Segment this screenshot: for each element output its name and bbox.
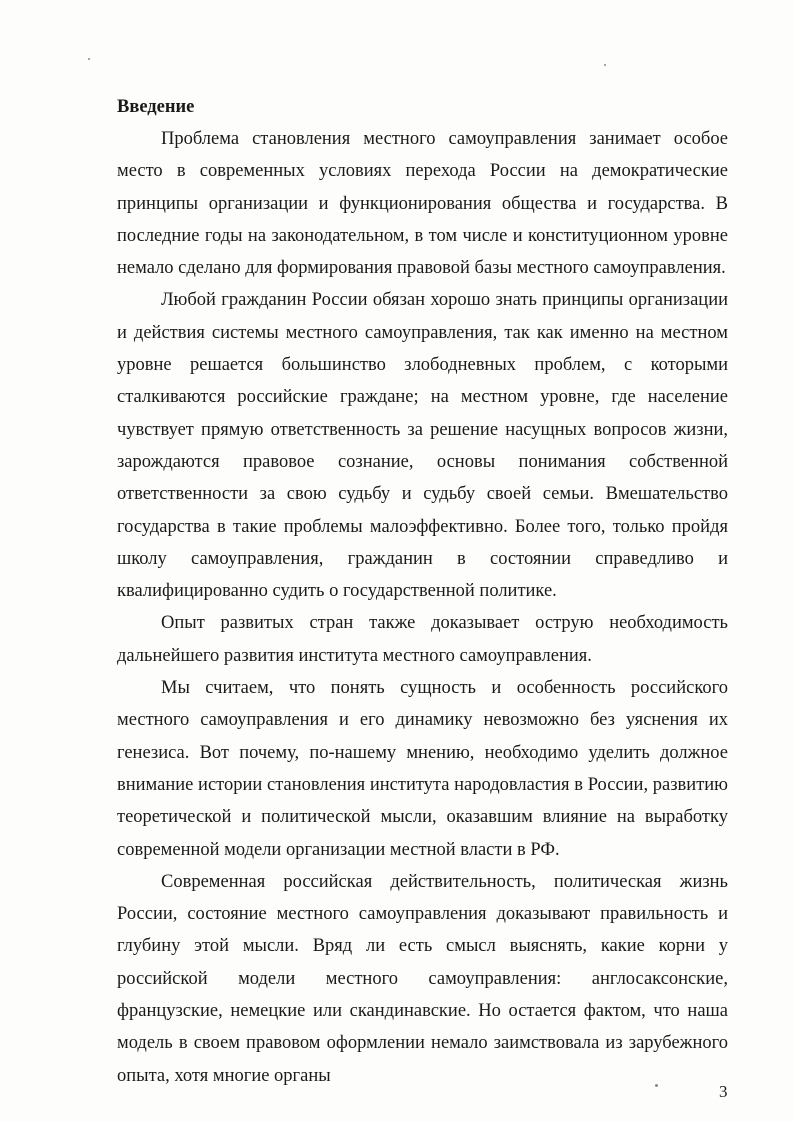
page-body (117, 92, 728, 1092)
paragraph: Современная российская действительность, политическая жизнь России, состояние местного самоуправления доказывают правильность и глубину этой мысли. Вряд ли есть смысл выяснять, какие корни у российской модели местного самоуправления: англосаксонские, французские, немецкие или скандинавские. Но остается фактом, что наша модель в своем правовом оформлении немало заимствовала из зарубежного опыта, хотя многие органы (117, 871, 728, 1086)
section-heading: Введение (117, 97, 195, 117)
paragraph: Любой гражданин России обязан хорошо знать принципы организации и действия системы местного самоуправления, так как именно на местном уровне решается большинство злободневных проблем, с которыми сталкиваются российские граждане; на местном уровне, где население чувствует прямую ответственность за решение насущных вопросов жизни, зарождаются правовое сознание, основы понимания собственной ответственности за свою судьбу и судьбу своей семьи. Вмешательство государства в такие проблемы малоэффективно. Более того, только пройдя школу самоуправления, гражданин в состоянии справедливо и квалифицированно судить о государственной политике. (117, 290, 728, 602)
scan-speck (88, 58, 90, 60)
scan-speck (655, 1084, 658, 1087)
scan-speck (604, 64, 606, 66)
page-number: 3 (719, 1082, 728, 1101)
paragraph: Проблема становления местного самоуправления занимает особое место в современных условиях перехода России на демократические принципы организации и функционирования общества и государства. В последние годы на законодательном, в том числе и конституционном уровне немало сделано для формирования правовой базы местного самоуправления. (117, 129, 728, 279)
paragraph: Мы считаем, что понять сущность и особенность российского местного самоуправления и его динамику невозможно без уяснения их генезиса. Вот почему, по-нашему мнению, необходимо уделить должное внимание истории становления института народовластия в России, развитию теоретической и политической мысли, оказавшим влияние на выработку современной модели организации местной власти в РФ. (117, 678, 728, 860)
paragraph: Опыт развитых стран также доказывает острую необходимость дальнейшего развития института местного самоуправления. (117, 613, 728, 666)
